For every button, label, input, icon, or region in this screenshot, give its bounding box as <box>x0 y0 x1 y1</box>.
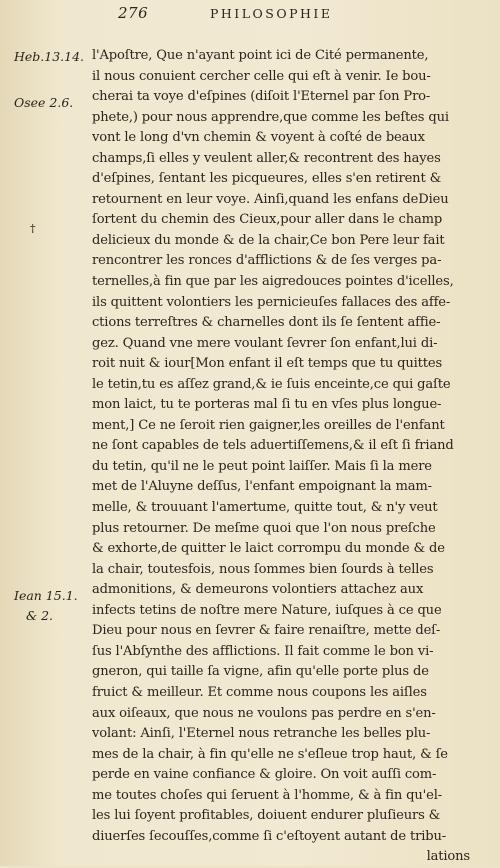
page-number: 276 <box>118 4 149 22</box>
text-line: du tetin, qu'il ne le peut point laiſſer. Mais ſi la mere <box>92 458 432 474</box>
text-line: champs,ſi elles y veulent aller,& recontrent des hayes <box>92 150 441 166</box>
text-line: rencontrer les ronces d'afflictions & de ſes verges pa- <box>92 253 442 269</box>
text-line: roit nuit & iour[Mon enfant il eſt temps que tu quittes <box>92 356 443 372</box>
margin-note-dagger: † <box>30 222 36 235</box>
text-line: retournent en leur voye. Ainſi,quand les enfans deDieu <box>92 191 449 207</box>
running-title: PHILOSOPHIE <box>210 6 333 21</box>
text-line: la chair, toutesfois, nous ſommes bien ſourds à telles <box>92 561 434 577</box>
text-line: fruict & meilleur. Et comme nous coupons les aiſles <box>92 684 427 700</box>
margin-note-hebrews: Heb.13.14. <box>14 49 85 64</box>
text-line: le tetin,tu es aſſez grand,& ie ſuis enceinte,ce qui gaſte <box>92 376 451 392</box>
text-line: phete,) pour nous apprendre,que comme les beſtes qui <box>92 109 449 125</box>
text-line: gez. Quand vne mere voulant ſevrer ſon enfant,lui di- <box>92 335 438 351</box>
text-line: diuerſes ſecouſſes,comme ſi c'eſtoyent autant de tribu- <box>92 828 447 844</box>
text-line: melle, & trouuant l'amertume, quitte tout, & n'y veut <box>92 500 438 516</box>
text-line: Dieu pour nous en ſevrer & faire renaiſtre, mette deſ- <box>92 623 441 639</box>
text-line: volant: Ainſi, l'Eternel nous retranche les belles plu- <box>92 726 431 742</box>
text-line: & exhorte,de quitter le laict corrompu du monde & de <box>92 541 445 557</box>
text-line: ment,] Ce ne ſeroit rien gaigner,les oreilles de l'enfant <box>92 417 445 433</box>
text-line: d'eſpines, ſentant les picqueures, elles s'en retirent & <box>92 171 442 187</box>
text-line: ne ſont capables de tels aduertiſſemens,& il eſt ſi friand <box>92 438 454 454</box>
text-line: infects tetins de noſtre mere Nature, iuſques à ce que <box>92 602 442 618</box>
text-line: cherai ta voye d'eſpines (diſoit l'Eternel par ſon Pro- <box>92 89 431 105</box>
text-line: met de l'Aluyne deſſus, l'enfant empoignant la mam- <box>92 479 432 495</box>
text-line: delicieux du monde & de la chair,Ce bon Pere leur fait <box>92 232 445 248</box>
text-line: gneron, qui taille ſa vigne, afin qu'elle porte plus de <box>92 664 429 680</box>
text-line: les lui ſoyent profitables, doiuent endurer pluſieurs & <box>92 808 441 824</box>
text-line: mon laict, tu te porteras mal ſi tu en vſes plus longue- <box>92 397 442 413</box>
text-line: vont le long d'vn chemin & voyent à coſté de beaux <box>92 130 425 146</box>
text-line: me toutes choſes qui ſeruent à l'homme, & à fin qu'el- <box>92 787 443 803</box>
text-line: admonitions, & demeurons volontiers attachez aux <box>92 582 424 598</box>
margin-note-osee: Osee 2.6. <box>14 95 74 110</box>
margin-note-iean: Iean 15.1. <box>14 588 78 603</box>
text-line: mes de la chair, à fin qu'elle ne s'eſleue trop haut, & ſe <box>92 746 448 762</box>
text-line: ils quittent volontiers les pernicieuſes fallaces des affe- <box>92 294 451 310</box>
text-line: ſortent du chemin des Cieux,pour aller dans le champ <box>92 212 443 228</box>
text-line: aux oiſeaux, que nous ne voulons pas perdre en s'en- <box>92 705 436 721</box>
text-line: il nous conuient cercher celle qui eſt à venir. Ie bou- <box>92 68 431 84</box>
margin-note-verse: & 2. <box>26 608 54 623</box>
margin-notes <box>0 0 85 866</box>
text-line-catchword: lations <box>426 849 470 865</box>
text-line: perde en vaine confiance & gloire. On voit auſſi com- <box>92 767 437 783</box>
text-line: ternelles,à fin que par les aigredouces pointes d'icelles, <box>92 274 454 290</box>
text-line: l'Apoſtre, Que n'ayant point ici de Cité permanente, <box>92 48 429 63</box>
text-line: ſus l'Abſynthe des afflictions. Il fait comme le bon vi- <box>92 643 434 659</box>
text-line: ctions terreſtres & charnelles dont ils ſe ſentent affie- <box>92 315 441 331</box>
body-text <box>92 46 484 868</box>
text-line: plus retourner. De meſme quoi que l'on nous preſche <box>92 520 436 536</box>
